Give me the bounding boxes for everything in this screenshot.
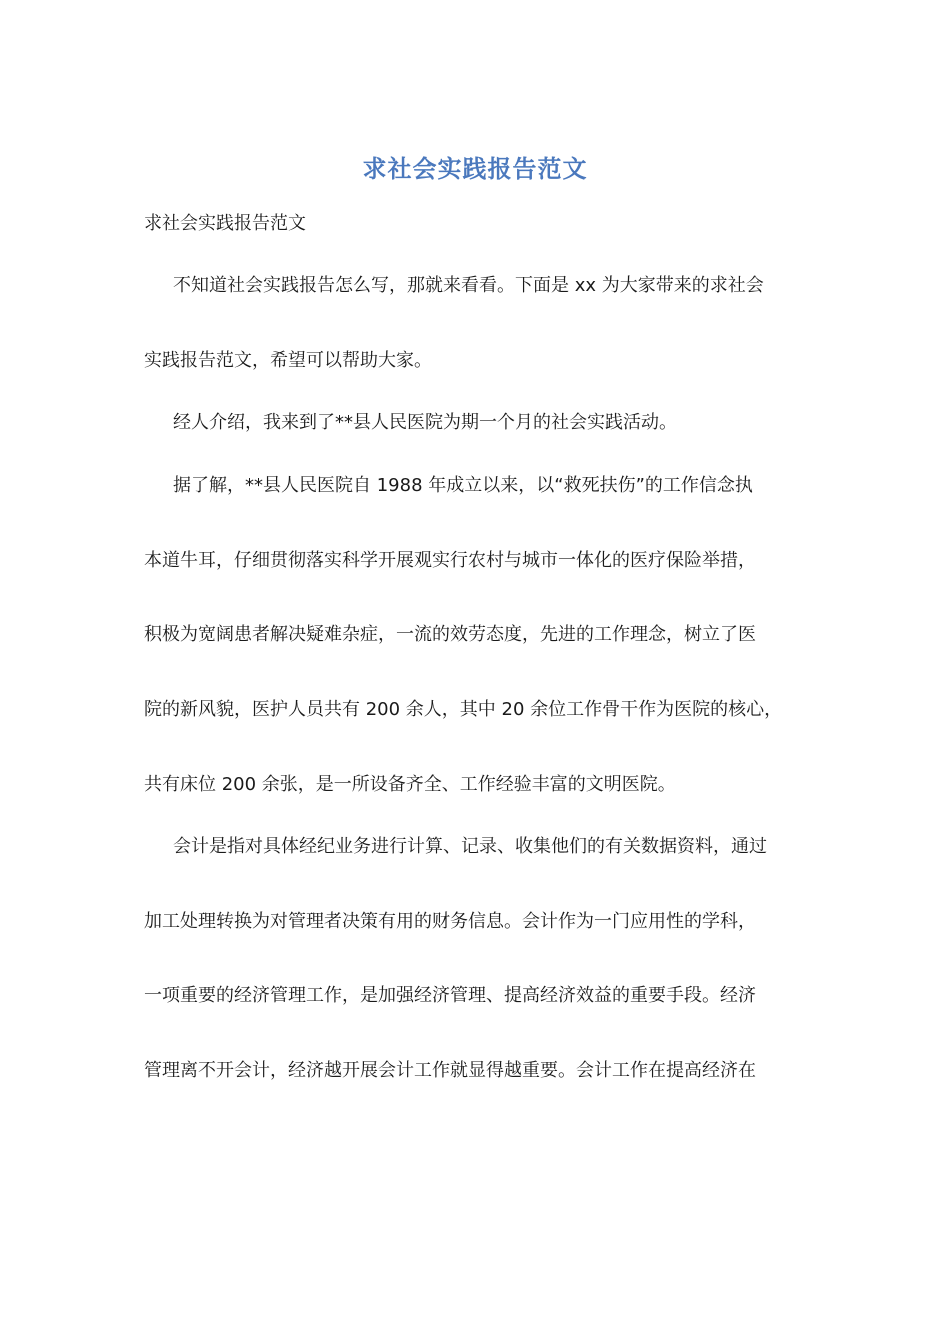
paragraph-line: 加工处理转换为对管理者决策有用的财务信息。会计作为一门应用性的学科， [144, 911, 756, 932]
paragraph-line: 会计是指对具体经纪业务进行计算、记录、收集他们的有关数据资料，通过 [173, 836, 767, 857]
paragraph-line: 院的新风貌，医护人员共有 200 余人，其中 20 余位工作骨干作为医院的核心， [144, 699, 783, 720]
paragraph-line: 积极为宽阔患者解决疑难杂症，一流的效劳态度，先进的工作理念，树立了医 [144, 624, 756, 645]
document-subtitle: 求社会实践报告范文 [144, 213, 306, 234]
paragraph-line: 共有床位 200 余张，是一所设备齐全、工作经验丰富的文明医院。 [144, 774, 676, 795]
paragraph-line: 不知道社会实践报告怎么写，那就来看看。下面是 xx 为大家带来的求社会 [173, 275, 764, 296]
paragraph-line: 据了解，**县人民医院自 1988 年成立以来，以“救死扶伤”的工作信念执 [173, 475, 753, 496]
paragraph-line: 经人介绍，我来到了**县人民医院为期一个月的社会实践活动。 [173, 412, 677, 433]
paragraph-line: 本道牛耳，仔细贯彻落实科学开展观实行农村与城市一体化的医疗保险举措， [144, 550, 756, 571]
paragraph-line: 实践报告范文，希望可以帮助大家。 [144, 350, 432, 371]
document-title: 求社会实践报告范文 [362, 154, 588, 183]
paragraph-line: 管理离不开会计，经济越开展会计工作就显得越重要。会计工作在提高经济在 [144, 1060, 756, 1081]
paragraph-line: 一项重要的经济管理工作，是加强经济管理、提高经济效益的重要手段。经济 [144, 985, 756, 1006]
